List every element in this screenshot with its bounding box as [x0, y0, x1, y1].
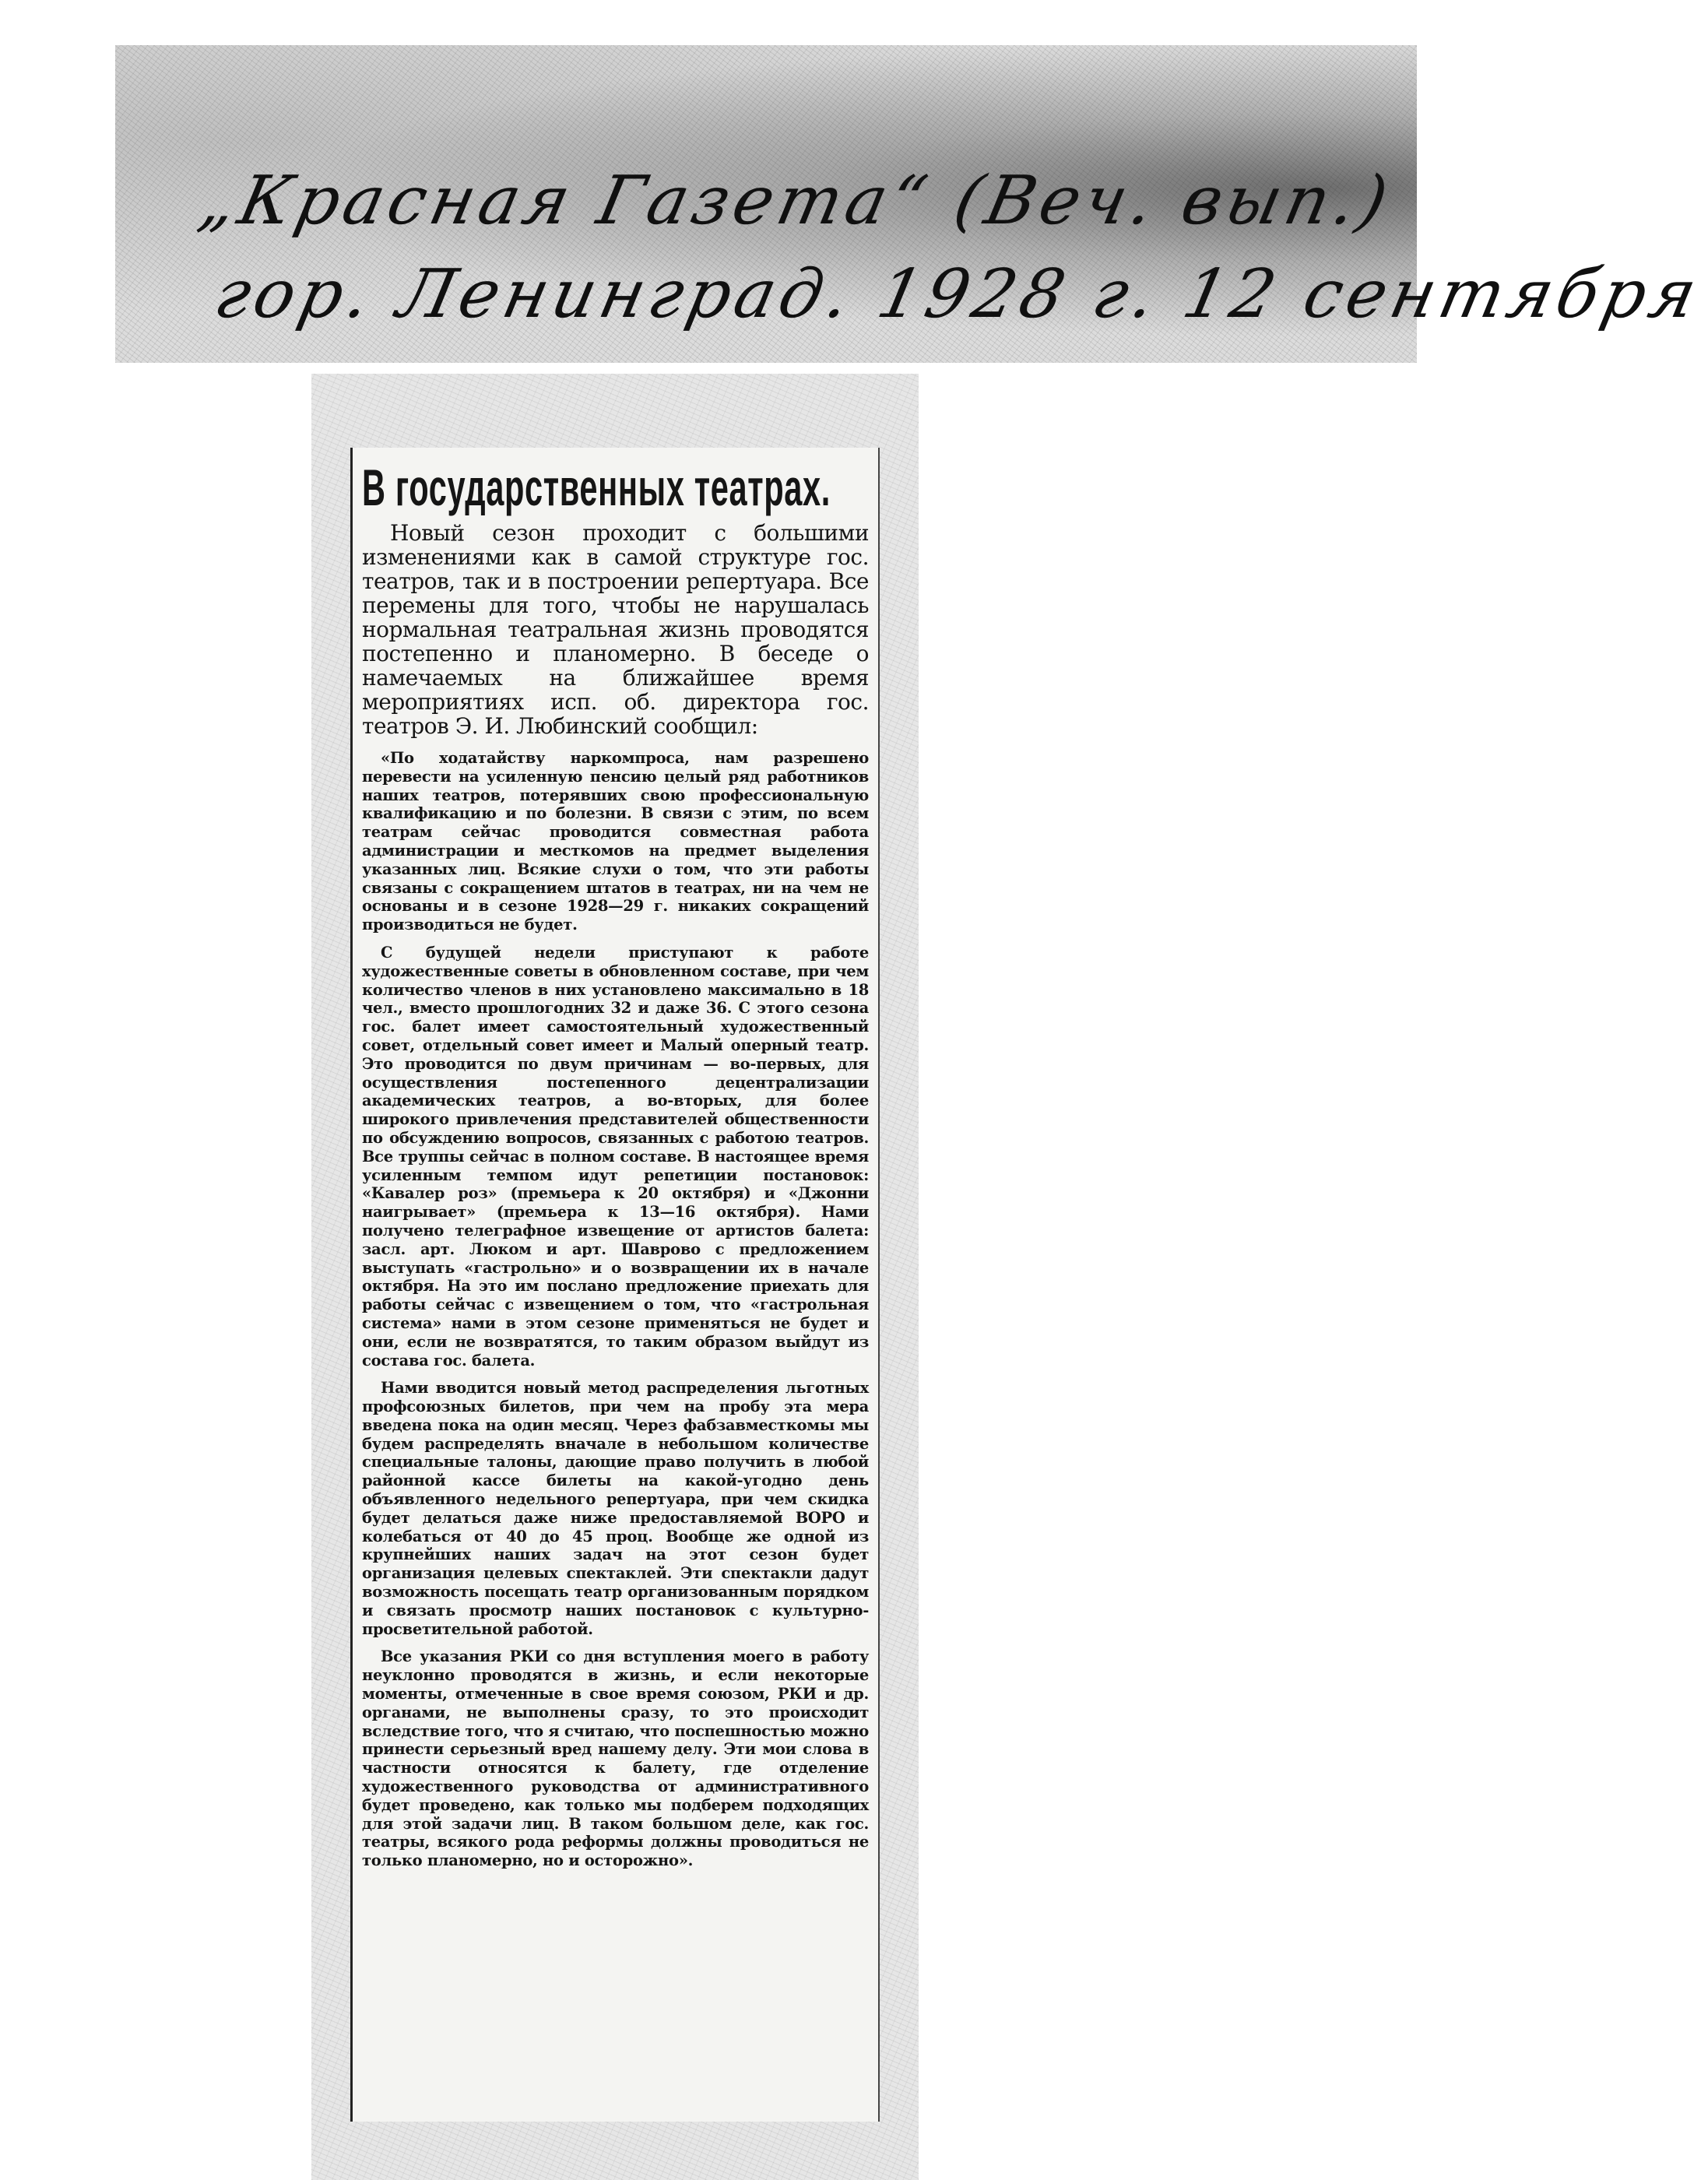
article	[350, 448, 880, 2122]
handwritten-source-line-2: гор. Ленинград. 1928 г. 12 сентября	[208, 255, 1708, 333]
newspaper-clipping	[311, 374, 919, 2180]
handwritten-source-line-1: „Красная Газета“ (Веч. вып.)	[192, 162, 1399, 240]
archive-source-header	[115, 45, 1708, 363]
article-headline: В государственных театрах.	[362, 459, 831, 516]
article-paragraph: С будущей недели приступают к работе художественные советы в обновленном составе, при чем количество членов в них установлено максимально в 18 чел., вместо прошлогодних 32 и даже 36. С этого сезона гос. балет имеет самостоятельный художественный совет, отдельный совет имеет и Малый оперный театр. Это проводится по двум причинам — во-первых, для осуществления постепенного децентрализации академических театров, а во-вторых, для более широкого привлечения представителей общественности по обсуждению вопросов, связанных с работою театров. Все труппы сейчас в полном составе. В настоящее время усиленным темпом идут репетиции постановок: «Кавалер роз» (премьера к 20 октября) и «Джонни наигрывает» (премьера к 13—16 октября). Нами получено телеграфное извещение от артистов балета: засл. арт. Люком и арт. Шаврово с предложением выступать «гастрольно» и о возвращении их в начале октября. На это им послано предложение приехать для работы сейчас с извещением о том, что «гастрольная система» нами в этом сезоне применяться не будет и они, если не возвратятся, то таким образом выйдут из состава гос. балета.	[362, 943, 869, 1370]
article-paragraph: «По ходатайству наркомпроса, нам разрешено перевести на усиленную пенсию целый ряд работников наших театров, потерявших свою профессиональную квалификацию и по болезни. В связи с этим, по всем театрам сейчас проводится совместная работа администрации и месткомов на предмет выделения указанных лиц. Всякие слухи о том, что эти работы связаны с сокращением штатов в театрах, ни на чем не основаны и в сезоне 1928—29 г. никаких сокращений производиться не будет.	[362, 749, 869, 934]
article-paragraph: Нами вводится новый метод распределения льготных профсоюзных билетов, при чем на пробу эта мера введена пока на один месяц. Через фабзавместкомы мы будем распределять вначале в небольшом количестве специальные талоны, дающие право получить в любой районной кассе билеты на какой-угодно день объявленного недельного репертуара, при чем скидка будет делаться даже ниже предоставляемой ВОРО и колебаться от 40 до 45 проц. Вообще же одной из крупнейших наших задач на этот сезон будет организация целевых спектаклей. Эти спектакли дадут возможность посещать театр организованным порядком и связать просмотр наших постановок с культурно-просветительной работой.	[362, 1379, 869, 1638]
article-lede: Новый сезон проходит с большими изменениями как в самой структуре гос. театров, так и в построении репертуара. Все перемены для того, чтобы не нарушалась нормальная театральная жизнь проводятся постепенно и планомерно. В беседе о намечаемых на ближайшее время мероприятиях исп. об. директора гос. театров Э. И. Любинский сообщил:	[362, 520, 869, 739]
article-paragraph: Все указания РКИ со дня вступления моего в работу неуклонно проводятся в жизнь, и если некоторые моменты, отмеченные в свое время союзом, РКИ и др. органами, не выполнены сразу, то это происходит вследствие того, что я считаю, что поспешностью можно принести серьезный вред нашему делу. Эти мои слова в частности относятся к балету, где отделение художественного руководства от административного будет проведено, как только мы подберем подходящих для этой задачи лиц. В таком большом деле, как гос. театры, всякого рода реформы должны проводиться не только планомерно, но и осторожно».	[362, 1647, 869, 1870]
